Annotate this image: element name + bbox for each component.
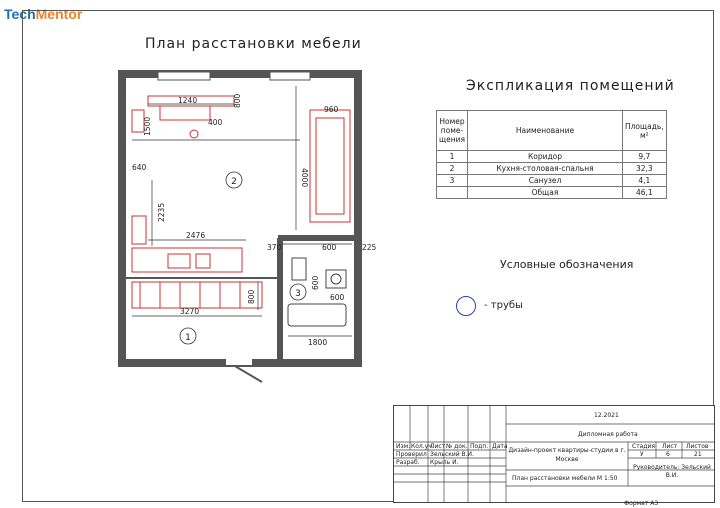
stamp-sheets-header: Листов [686, 443, 709, 450]
stamp-checked-name: Зельский В.И. [430, 451, 474, 458]
dim-label: 2476 [186, 231, 206, 240]
dim-label: 370 [267, 243, 282, 252]
room-number-3: 3 [295, 289, 301, 299]
dim-label: 800 [233, 93, 242, 108]
plan-title: План расстановки мебели [145, 36, 362, 52]
stamp-project: Дизайн-проект квартиры-студии в г. Москве [508, 447, 626, 463]
stamp-checked-label: Проверил [396, 451, 427, 458]
stamp-stage: У [640, 451, 644, 458]
dim-label: 225 [362, 243, 377, 252]
stamp-h-list: Лист [430, 443, 446, 450]
table-row: 2 Кухня-столовая-спальня 32,3 [437, 163, 667, 175]
dim-label: 400 [208, 118, 223, 127]
legend-title: Условные обозначения [500, 258, 634, 271]
stamp-dev-name: Крыль И. [430, 459, 459, 466]
dim-label: 960 [324, 105, 339, 114]
stamp-h-sign: Подп. [470, 443, 489, 450]
stamp-sheet-header: Лист [662, 443, 678, 450]
dim-label: 600 [330, 293, 345, 302]
stamp-h-izm: Изм. [396, 443, 411, 450]
dim-label: 600 [322, 243, 337, 252]
stamp-sheet-title: План расстановки мебели М 1:50 [512, 475, 618, 482]
stamp-reviewer: Руководитель: Зельский В.И. [633, 464, 711, 479]
stamp-stage-header: Стадия [632, 443, 656, 450]
dim-label: 4000 [300, 168, 309, 188]
dim-label: 1240 [178, 96, 198, 105]
title-block [393, 405, 715, 503]
room-number-1: 1 [185, 333, 191, 343]
table-row: Общая 46,1 [437, 187, 667, 199]
dim-label: 2235 [157, 202, 166, 222]
table-row: 1 Коридор 9,7 [437, 151, 667, 163]
dim-label: 600 [311, 275, 320, 290]
dim-label: 1800 [308, 338, 328, 347]
room-number-2: 2 [231, 177, 237, 187]
dim-label: 640 [132, 163, 147, 172]
table-row: 3 Санузел 4,1 [437, 175, 667, 187]
stamp-dev-label: Разраб. [396, 459, 420, 466]
stamp-h-doc: № док. [446, 443, 468, 450]
techmentor-logo: TechMentor [4, 6, 83, 22]
header-name: Наименование [468, 111, 623, 151]
dim-label: 3270 [180, 307, 200, 316]
header-area: Площадь, м² [623, 111, 667, 151]
stamp-date: 12.2021 [594, 412, 619, 419]
pipe-legend-label: - трубы [484, 300, 523, 311]
sheet-format: Формат А3 [624, 500, 659, 507]
stamp-work: Дипломная работа [578, 431, 638, 438]
header-number: Номер поме-щения [437, 111, 468, 151]
stamp-h-date: Дата [492, 443, 508, 450]
stamp-sheets: 21 [694, 451, 702, 458]
stamp-h-kol: Кол.уч. [411, 443, 434, 450]
explication-title: Экспликация помещений [466, 78, 675, 94]
dim-label: 1500 [143, 116, 152, 136]
stamp-sheet: 6 [666, 451, 670, 458]
dim-label: 800 [247, 289, 256, 304]
